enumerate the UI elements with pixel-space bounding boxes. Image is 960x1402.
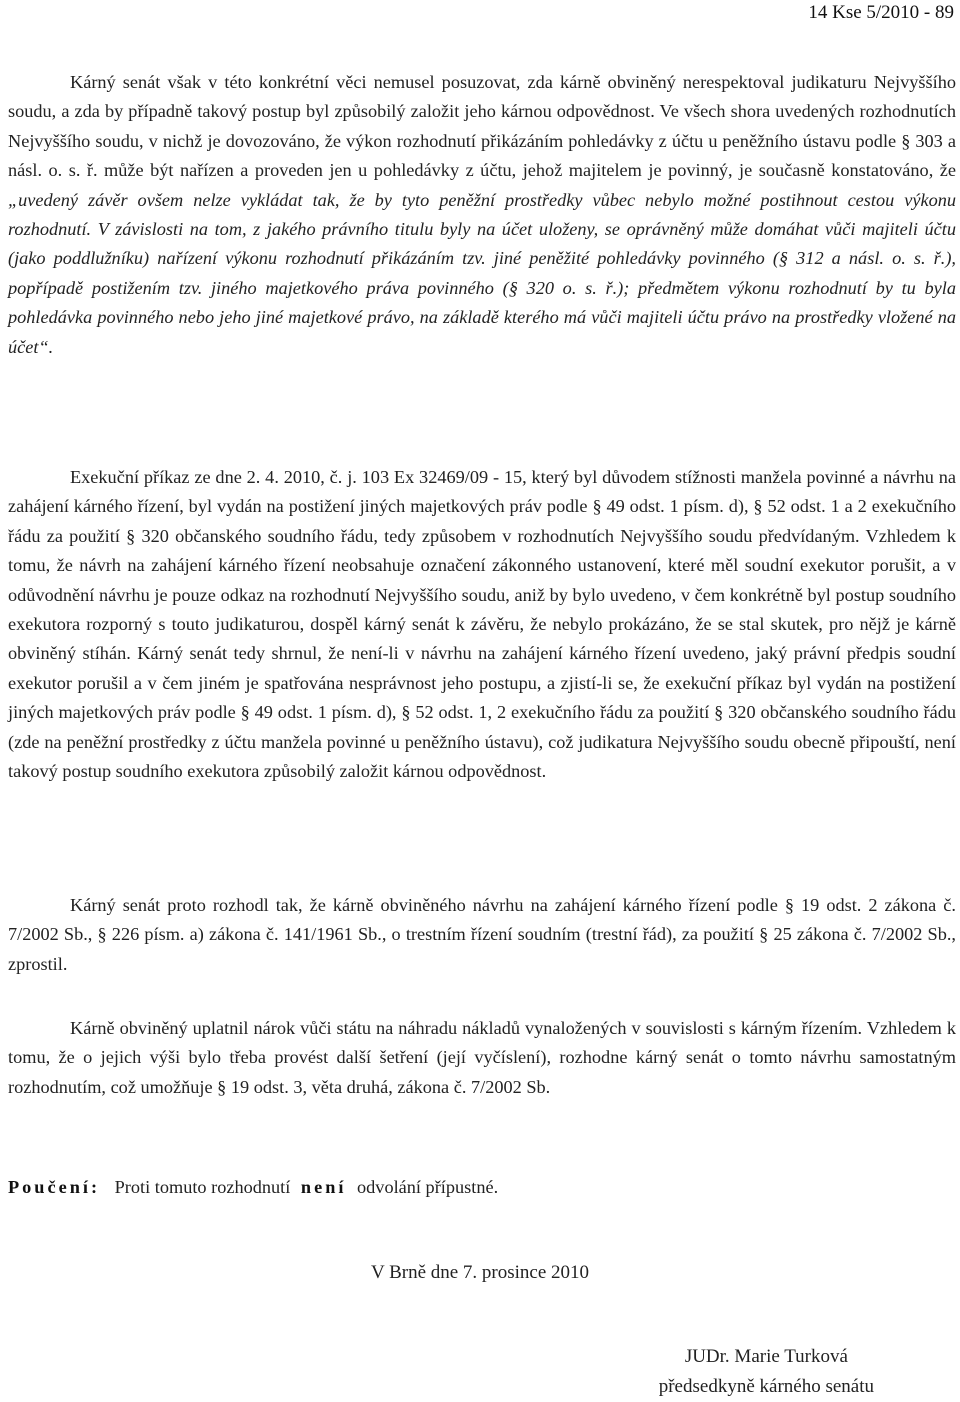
signatory-role: předsedkyně kárného senátu (658, 1376, 874, 1397)
signature-block (659, 1342, 874, 1402)
instruction-line (8, 1173, 498, 1202)
case-number-header: 14 Kse 5/2010 - 89 (808, 2, 954, 23)
paragraph-judicature (8, 68, 956, 362)
instruction-emphasis: není (300, 1177, 347, 1197)
instruction-label: Poučení: (8, 1177, 101, 1197)
instruction-text-before: Proti tomuto rozhodnutí (114, 1177, 291, 1197)
paragraph-decision: Kárný senát proto rozhodl tak, že kárně obviněného návrhu na zahájení kárného řízení podle § 19 odst. 2 zákona č. 7/2002 Sb., § 226 písm. a) zákona č. 141/1961 Sb., o trestním řízení soudním (trestní řád), za použití § 25 zákona č. 7/2002 Sb., zprostil. (8, 895, 956, 974)
judicature-quote: „uvedený závěr ovšem nelze vykládat tak, že by tyto peněžní prostředky vůbec nebylo možné postihnout cestou výkonu rozhodnutí. V závislosti na tom, z jakého právního titulu byly na účet uloženy, se oprávněný může domáhat vůči majiteli účtu (jako poddlužníku) nařízení výkonu rozhodnutí přikázáním tzv. jiné peněžité pohledávky povinného (§ 312 a násl. o. s. ř.), popřípadě postižením tzv. jiného majetkového práva povinného (§ 320 o. s. ř.); předmětem výkonu rozhodnutí by tu byla pohledávka povinného nebo jeho jiné majetkové právo, na základě kterého má vůči majiteli účtu právo na prostředky vložené na účet“. (8, 189, 956, 357)
signatory-name: JUDr. Marie Turková (684, 1346, 848, 1367)
place-and-date: V Brně dne 7. prosince 2010 (370, 1262, 590, 1283)
paragraph-execution-order: Exekuční příkaz ze dne 2. 4. 2010, č. j. 103 Ex 32469/09 - 15, který byl důvodem stížnosti manžela povinné a návrhu na zahájení kárného řízení, byl vydán na postižení jiných majetkových práv podle § 49 odst. 1 písm. d), § 52 odst. 1 a 2 exekučního řádu za použití § 320 občanského soudního řádu, tedy způsobem v rozhodnutích Nejvyššího soudu předvídaným. Vzhledem k tomu, že návrh na zahájení kárného řízení neobsahuje označení zákonného ustanovení, které měl soudní exekutor porušit, a v odůvodnění návrhu je pouze odkaz na rozhodnutí Nejvyššího soudu, aniž by bylo uvedeno, v čem konkrétně byl postup soudního exekutora rozporný s touto judikaturou, dospěl kárný senát k závěru, že nebylo prokázáno, že se stal skutek, pro nějž je kárně obviněný stíhán. Kárný senát tedy shrnul, že není-li v návrhu na zahájení kárného řízení uvedeno, jaký právní předpis soudní exekutor porušil a v čem jiném je spatřována nesprávnost jeho postupu, a zjistí-li se, že exekuční příkaz byl vydán na postižení jiných majetkových práv podle § 49 odst. 1 písm. d), § 52 odst. 1, 2 exekučního řádu za použití § 320 občanského soudního řádu (zde na peněžní prostředky z účtu manžela povinné u peněžního ústavu), což judikatura Nejvyššího soudu obecně připouští, není takový postup soudního exekutora způsobilý založit kárnou odpovědnost. (8, 467, 956, 782)
instruction-text-after: odvolání přípustné. (357, 1177, 499, 1197)
paragraph-costs: Kárně obviněný uplatnil nárok vůči státu na náhradu nákladů vynaložených v souvislosti s kárným řízením. Vzhledem k tomu, že o jejich výši bylo třeba provést další šetření (její vyčíslení), rozhodne kárný senát o tomto návrhu samostatným rozhodnutím, což umožňuje § 19 odst. 3, věta druhá, zákona č. 7/2002 Sb. (8, 1018, 956, 1097)
paragraph-judicature-text: Kárný senát však v této konkrétní věci nemusel posuzovat, zda kárně obviněný nerespektoval judikaturu Nejvyššího soudu, a zda by případně takový postup byl způsobilý založit jeho kárnou odpovědnost. Ve všech shora uvedených rozhodnutích Nejvyššího soudu, v nichž je dovozováno, že výkon rozhodnutí přikázáním pohledávky z účtu u peněžního ústavu podle § 303 a násl. o. s. ř. může být nařízen a proveden jen u pohledávky z účtu, jehož majitelem je povinný, je současně konstatováno, že (8, 72, 956, 181)
